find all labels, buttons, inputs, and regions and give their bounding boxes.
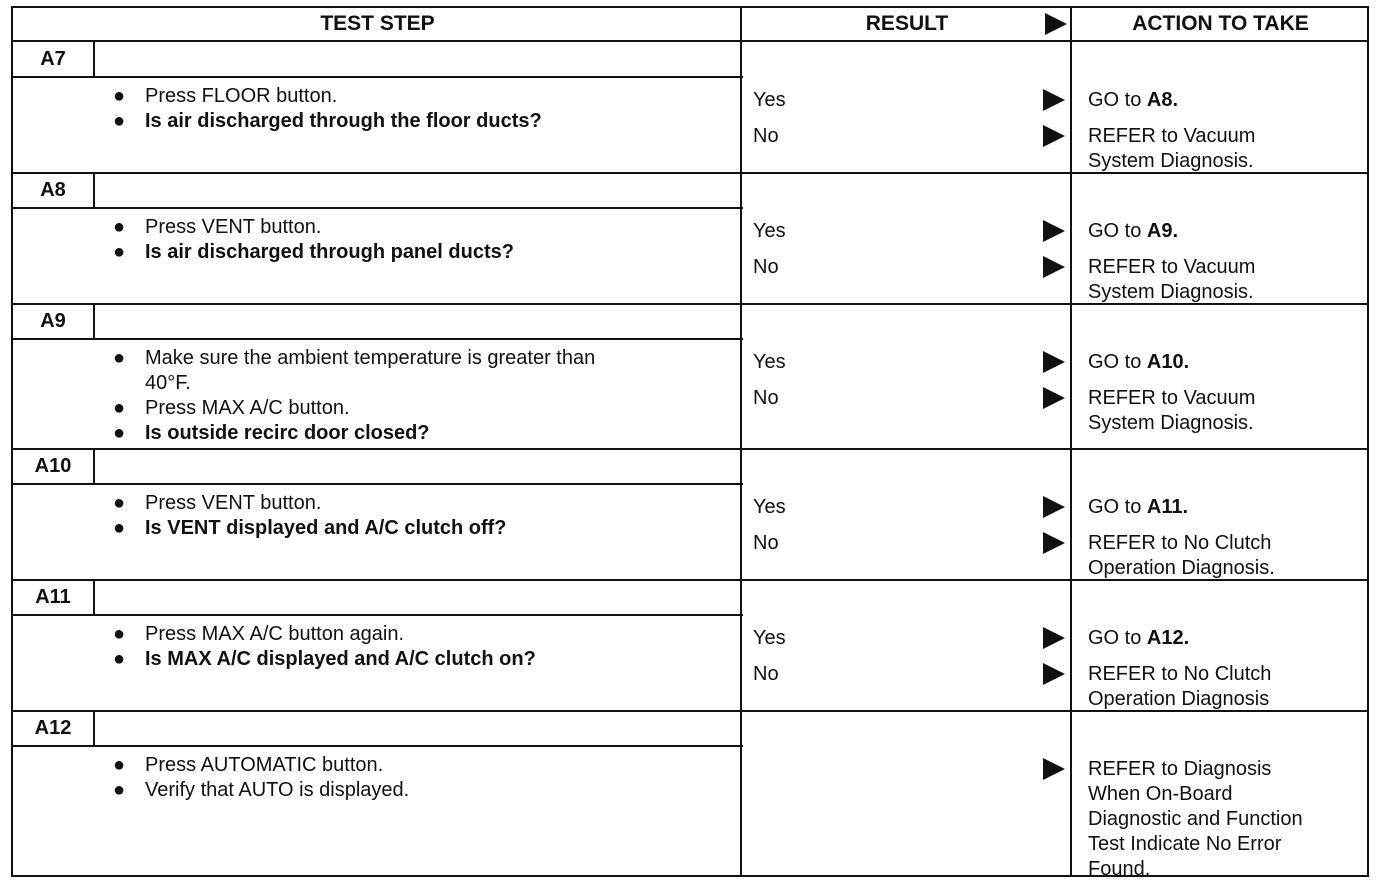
diagnostic-table xyxy=(11,6,1369,880)
result-yes: Yes xyxy=(753,496,786,518)
step-id: A10 xyxy=(13,449,95,483)
step-header-box xyxy=(13,449,743,485)
instruction-line xyxy=(105,84,735,109)
action-text xyxy=(1088,626,1368,651)
result-no: No xyxy=(753,532,779,554)
instruction-text: Verify that AUTO is displayed. xyxy=(145,779,410,801)
bullet-icon: ● xyxy=(113,397,126,419)
instruction-line xyxy=(105,778,735,803)
step-id: A12 xyxy=(13,711,95,745)
arrow-right-icon xyxy=(1043,89,1065,111)
instruction-text: Is outside recirc door closed? xyxy=(145,422,430,444)
instruction-line xyxy=(105,622,735,647)
arrow-right-icon xyxy=(1043,256,1065,278)
header-result: RESULT xyxy=(742,8,1072,42)
arrow-right-icon xyxy=(1043,758,1065,780)
bullet-icon: ● xyxy=(113,216,126,238)
bullet-icon: ● xyxy=(113,110,126,132)
instruction-line xyxy=(105,753,735,778)
arrow-right-icon xyxy=(1043,351,1065,373)
instruction-text: Press MAX A/C button again. xyxy=(145,623,405,645)
bullet-icon: ● xyxy=(113,492,126,514)
result-no: No xyxy=(753,125,779,147)
result-yes: Yes xyxy=(753,351,786,373)
header-arrow-icon xyxy=(1045,13,1067,35)
instruction-line xyxy=(105,421,735,446)
result-yes: Yes xyxy=(753,89,786,111)
instruction-line xyxy=(105,215,735,240)
arrow-right-icon xyxy=(1043,220,1065,242)
result-no: No xyxy=(753,387,779,409)
step-id: A8 xyxy=(13,173,95,207)
action-step-ref: A10. xyxy=(1146,351,1190,373)
step-header-box xyxy=(13,173,743,209)
action-text: REFER to Vacuum System Diagnosis. xyxy=(1088,125,1256,172)
action-text xyxy=(1088,219,1368,244)
instruction-text: Is air discharged through panel ducts? xyxy=(145,241,514,263)
arrow-right-icon xyxy=(1043,532,1065,554)
arrow-right-icon xyxy=(1043,663,1065,685)
instruction-text: Is air discharged through the floor ducts? xyxy=(145,110,542,132)
step-header-box xyxy=(13,711,743,747)
action-plain: GO to xyxy=(1088,220,1147,242)
bullet-icon: ● xyxy=(113,623,126,645)
instruction-text: Press FLOOR button. xyxy=(145,85,338,107)
result-no: No xyxy=(753,256,779,278)
action-text xyxy=(1088,350,1368,375)
instruction-text: Is MAX A/C displayed and A/C clutch on? xyxy=(145,648,536,670)
step-id: A11 xyxy=(13,580,95,614)
instruction-text: Make sure the ambient temperature is greater than 40°F. xyxy=(145,347,596,394)
instruction-line xyxy=(105,647,735,672)
action-plain: GO to xyxy=(1088,351,1147,373)
action-text: REFER to No Clutch Operation Diagnosis. xyxy=(1088,532,1275,579)
instruction-line xyxy=(105,240,735,265)
arrow-right-icon xyxy=(1043,496,1065,518)
bullet-icon: ● xyxy=(113,754,126,776)
step-instructions xyxy=(105,215,735,265)
arrow-right-icon xyxy=(1043,125,1065,147)
action-plain: GO to xyxy=(1088,496,1147,518)
step-id: A7 xyxy=(13,42,95,76)
result-yes: Yes xyxy=(753,627,786,649)
bullet-icon: ● xyxy=(113,648,126,670)
arrow-right-icon xyxy=(1043,627,1065,649)
action-plain: GO to xyxy=(1088,627,1147,649)
instruction-text: Press AUTOMATIC button. xyxy=(145,754,384,776)
bullet-icon: ● xyxy=(113,422,126,444)
action-step-ref: A9. xyxy=(1146,220,1179,242)
instruction-line xyxy=(105,491,735,516)
action-step-ref: A12. xyxy=(1146,627,1190,649)
step-instructions xyxy=(105,753,735,803)
step-header-box xyxy=(13,42,743,78)
action-step-ref: A8. xyxy=(1146,89,1179,111)
action-text: REFER to Diagnosis When On-Board Diagnostic and Function Test Indicate No Error Found. xyxy=(1088,758,1303,880)
divider-result-action xyxy=(1070,8,1072,875)
header-action: ACTION TO TAKE xyxy=(1072,8,1369,42)
action-text: REFER to Vacuum System Diagnosis. xyxy=(1088,387,1256,434)
bullet-icon: ● xyxy=(113,241,126,263)
instruction-text: Press VENT button. xyxy=(145,492,322,514)
header-test-step: TEST STEP xyxy=(13,8,742,42)
instruction-line xyxy=(105,516,735,541)
action-step-ref: A11. xyxy=(1146,496,1189,518)
bullet-icon: ● xyxy=(113,779,126,801)
step-instructions xyxy=(105,622,735,672)
bullet-icon: ● xyxy=(113,517,126,539)
action-text: REFER to No Clutch Operation Diagnosis xyxy=(1088,663,1272,710)
step-instructions xyxy=(105,346,735,446)
action-text: REFER to Vacuum System Diagnosis. xyxy=(1088,256,1256,303)
arrow-right-icon xyxy=(1043,387,1065,409)
step-header-box xyxy=(13,580,743,616)
instruction-line xyxy=(105,396,735,421)
action-text xyxy=(1088,495,1368,520)
step-header-box xyxy=(13,304,743,340)
action-plain: GO to xyxy=(1088,89,1147,111)
result-no: No xyxy=(753,663,779,685)
bullet-icon: ● xyxy=(113,85,126,107)
step-instructions xyxy=(105,84,735,134)
instruction-text: Press VENT button. xyxy=(145,216,322,238)
step-instructions xyxy=(105,491,735,541)
action-text xyxy=(1088,88,1368,113)
instruction-text: Press MAX A/C button. xyxy=(145,397,350,419)
step-id: A9 xyxy=(13,304,95,338)
instruction-line xyxy=(105,109,735,134)
result-yes: Yes xyxy=(753,220,786,242)
instruction-line xyxy=(105,346,735,396)
bullet-icon: ● xyxy=(113,347,126,369)
instruction-text: Is VENT displayed and A/C clutch off? xyxy=(145,517,507,539)
